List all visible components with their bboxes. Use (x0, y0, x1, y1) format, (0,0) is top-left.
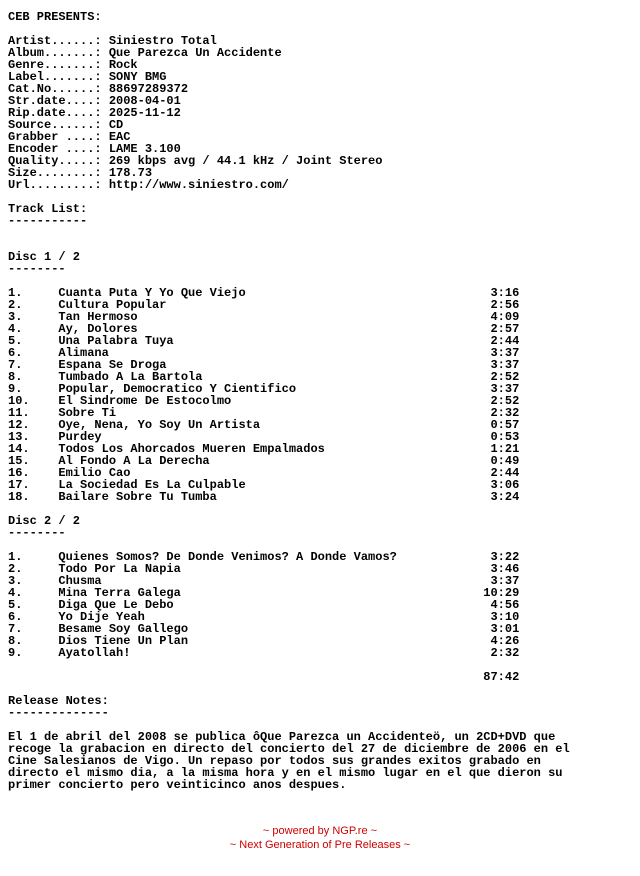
nfo-line: 18. Bailare Sobre Tu Tumba 3:24 (8, 490, 520, 504)
nfo-line: 6. Alimana 3:37 (8, 346, 520, 360)
nfo-line: 1. Cuanta Puta Y Yo Que Viejo 3:16 (8, 286, 520, 300)
nfo-line: 11. Sobre Ti 2:32 (8, 406, 520, 420)
nfo-line: 7. Besame Soy Gallego 3:01 (8, 622, 520, 636)
nfo-line: 2. Todo Por La Napia 3:46 (8, 562, 520, 576)
nfo-line: Rip.date....: 2025-11-12 (8, 106, 181, 120)
nfo-line: 9. Ayatollah! 2:32 (8, 646, 520, 660)
nfo-line: directo el mismo dia, a la misma hora y en el mismo lugar en el que dieron su (8, 766, 563, 780)
nfo-line: Cat.No......: 88697289372 (8, 82, 189, 96)
nfo-line: 6. Yo Dije Yeah 3:10 (8, 610, 520, 624)
nfo-line: 4. Ay, Dolores 2:57 (8, 322, 520, 336)
nfo-line: Album.......: Que Parezca Un Accidente (8, 46, 282, 60)
nfo-line: 5. Una Palabra Tuya 2:44 (8, 334, 520, 348)
tagline-footer: ~ Next Generation of Pre Releases ~ (229, 839, 411, 851)
nfo-line (8, 503, 570, 515)
nfo-line: Url.........: http://www.siniestro.com/ (8, 178, 289, 192)
nfo-line: -------- (8, 262, 66, 276)
nfo-line: Cine Salesianos de Vigo. Un repaso por todos sus grandes exitos grabado en (8, 754, 541, 768)
nfo-line: 5. Diga Que Le Debo 4:56 (8, 598, 520, 612)
nfo-line (8, 227, 570, 239)
nfo-line: Disc 2 / 2 (8, 514, 81, 528)
nfo-text (8, 11, 570, 791)
nfo-line: 1. Quienes Somos? De Donde Venimos? A Donde Vamos? 3:22 (8, 550, 520, 564)
nfo-line: Genre.......: Rock (8, 58, 138, 72)
nfo-line: El 1 de abril del 2008 se publica ôQue Parezca un Accidenteö, un 2CD+DVD que (8, 730, 556, 744)
nfo-line: Disc 1 / 2 (8, 250, 81, 264)
nfo-line: 2. Cultura Popular 2:56 (8, 298, 520, 312)
nfo-line: 7. Espana Se Droga 3:37 (8, 358, 520, 372)
powered-by-footer: ~ powered by NGP.re ~ (262, 825, 378, 837)
nfo-line: 15. Al Fondo A La Derecha 0:49 (8, 454, 520, 468)
nfo-line: 3. Chusma 3:37 (8, 574, 520, 588)
nfo-line: 12. Oye, Nena, Yo Soy Un Artista 0:57 (8, 418, 520, 432)
nfo-line (8, 191, 570, 203)
nfo-line: Artist......: Siniestro Total (8, 34, 217, 48)
nfo-line: ----------- (8, 214, 88, 228)
nfo-line: 13. Purdey 0:53 (8, 430, 520, 444)
nfo-line: 16. Emilio Cao 2:44 (8, 466, 520, 480)
nfo-line: Encoder ....: LAME 3.100 (8, 142, 181, 156)
nfo-line: 4. Mina Terra Galega 10:29 (8, 586, 520, 600)
nfo-line: -------- (8, 526, 66, 540)
nfo-line: 8. Tumbado A La Bartola 2:52 (8, 370, 520, 384)
nfo-line: 8. Dios Tiene Un Plan 4:26 (8, 634, 520, 648)
nfo-line: Str.date....: 2008-04-01 (8, 94, 181, 108)
nfo-line: -------------- (8, 706, 109, 720)
nfo-line: recoge la grabacion en directo del concierto del 27 de diciembre de 2006 en el (8, 742, 570, 756)
nfo-line: 10. El Sindrome De Estocolmo 2:52 (8, 394, 520, 408)
nfo-line (8, 239, 570, 251)
nfo-line: Source......: CD (8, 118, 124, 132)
nfo-line: primer concierto pero veinticinco anos despues. (8, 778, 347, 792)
nfo-line: Quality.....: 269 kbps avg / 44.1 kHz / Joint Stereo (8, 154, 383, 168)
nfo-line: 14. Todos Los Ahorcados Mueren Empalmados 1:21 (8, 442, 520, 456)
nfo-line: 3. Tan Hermoso 4:09 (8, 310, 520, 324)
nfo-line: Label.......: SONY BMG (8, 70, 167, 84)
nfo-line: 9. Popular, Democratico Y Cientifico 3:37 (8, 382, 520, 396)
nfo-line: 87:42 (8, 670, 520, 684)
nfo-line: Release Notes: (8, 694, 109, 708)
nfo-line: Track List: (8, 202, 88, 216)
nfo-line: 17. La Sociedad Es La Culpable 3:06 (8, 478, 520, 492)
nfo-line: CEB PRESENTS: (8, 10, 102, 24)
nfo-line: Grabber ....: EAC (8, 130, 131, 144)
nfo-line: Size........: 178.73 (8, 166, 153, 180)
